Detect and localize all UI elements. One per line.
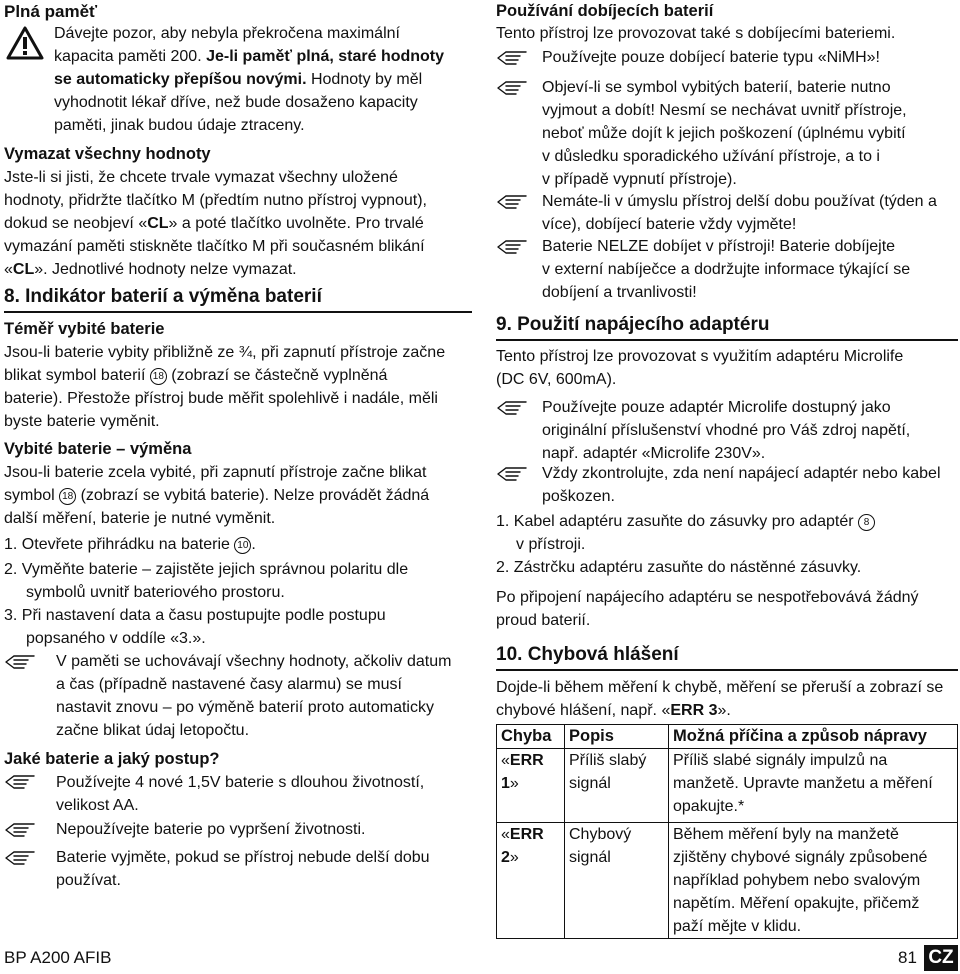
memory-note-line: začne blikat údaj letopočtu.: [56, 722, 250, 739]
error-description: Příliš slabý signál: [565, 749, 669, 823]
ref-18: 18: [150, 368, 167, 385]
error-table: [496, 724, 958, 939]
error-code: «ERR 1»: [497, 749, 565, 823]
ref-10: 10: [234, 537, 251, 554]
rechargeable-intro: Tento přístroj lze provozovat také s dobíjecími bateriemi.: [496, 25, 896, 42]
battery-tip-line: Baterie vyjměte, pokud se přístroj nebude delší dobu: [56, 849, 430, 866]
clear-all-line: Jste-li si jisti, že chcete trvale vymazat všechny uložené: [4, 169, 398, 186]
clear-all-line: dokud se neobjeví «CL» a poté tlačítko uvolněte. Pro trvalé: [4, 215, 424, 232]
rechargeable-tip-line: neboť může dojít k jejich poškození (úplnému vybití: [542, 125, 906, 142]
full-memory-line: Dávejte pozor, aby nebyla překročena maximální: [54, 25, 400, 42]
adapter-tip-line: poškozen.: [542, 488, 615, 505]
pointing-hand-icon: [4, 652, 40, 672]
battery-step-3-cont: popsaného v oddíle «3.».: [26, 630, 206, 647]
adapter-intro: (DC 6V, 600mA).: [496, 371, 617, 388]
adapter-step-2: 2. Zástrčku adaptéru zasuňte do nástěnné zásuvky.: [496, 559, 862, 576]
clear-all-line: vymazání paměti stiskněte tlačítko M při současném blikání: [4, 238, 425, 255]
adapter-after: Po připojení napájecího adaptéru se nespotřebovává žádný: [496, 589, 919, 606]
low-battery-line: blikat symbol baterií 18 (zobrazí se částečně vyplněná: [4, 367, 388, 384]
which-batteries-title: Jaké baterie a jaký postup?: [4, 750, 220, 768]
adapter-tip-line: Vždy zkontrolujte, zda není napájecí adaptér nebo kabel: [542, 465, 941, 482]
rechargeable-title: Používání dobíjecích baterií: [496, 2, 714, 20]
rechargeable-tip-line: vyjmout a dobít! Nesmí se nechávat uvnitř přístroje,: [542, 102, 907, 119]
battery-section-title: 8. Indikátor baterií a výměna baterií: [4, 286, 322, 307]
flat-battery-title: Vybité baterie – výměna: [4, 440, 192, 458]
memory-note-line: a čas (případně nastavené časy alarmu) se musí: [56, 676, 402, 693]
error-remedy: Během měření byly na manžetě zjištěny chybové signály způsobené například pohybem nebo svalovým napětím. Měření opakujte, přičemž paží mějte v klidu.: [669, 823, 958, 939]
column-header: Popis: [565, 725, 669, 749]
adapter-tip-line: Používejte pouze adaptér Microlife dostupný jako: [542, 399, 891, 416]
battery-tip-line: Používejte 4 nové 1,5V baterie s dlouhou životností,: [56, 774, 425, 791]
adapter-step-1: 1. Kabel adaptéru zasuňte do zásuvky pro adaptér 8: [496, 510, 875, 533]
rechargeable-tip-line: Objeví-li se symbol vybitých baterií, baterie nutno: [542, 79, 891, 96]
flat-battery-line: Jsou-li baterie zcela vybité, při zapnutí přístroje začne blikat: [4, 464, 427, 481]
table-row: [497, 823, 958, 939]
rechargeable-tip-line: dobíjení a trvanlivosti!: [542, 284, 697, 301]
errors-intro: Dojde-li během měření k chybě, měření se přeruší a zobrazí se: [496, 679, 944, 696]
section-rule: [4, 311, 472, 313]
full-memory-line: vyhodnotit lékař dříve, než bude dosaženo kapacity: [54, 94, 418, 111]
ref-8: 8: [858, 514, 875, 531]
error-code: «ERR 2»: [497, 823, 565, 939]
pointing-hand-icon: [496, 237, 532, 257]
error-remedy: Příliš slabé signály impulzů na manžetě. Upravte manžetu a měření opakujte.*: [669, 749, 958, 823]
battery-step-3: 3. Při nastavení data a času postupujte podle postupu: [4, 607, 386, 624]
errors-section-title: 10. Chybová hlášení: [496, 644, 679, 665]
low-battery-line: Jsou-li baterie vybity přibližně ze ¾, při zapnutí přístroje začne: [4, 344, 446, 361]
full-memory-title: Plná paměť: [4, 2, 98, 21]
clear-all-line: hodnoty, přidržte tlačítko M (předtím nutno přístroj vypnout),: [4, 192, 427, 209]
rechargeable-tip-line: v případě vypnutí přístroje).: [542, 171, 737, 188]
memory-note-line: nastavit znovu – po výměně baterií proto automaticky: [56, 699, 434, 716]
adapter-step-1-cont: v přístroji.: [516, 536, 586, 553]
pointing-hand-icon: [4, 772, 40, 792]
pointing-hand-icon: [4, 820, 40, 840]
rechargeable-tip-line: Nemáte-li v úmyslu přístroj delší dobu používat (týden a: [542, 193, 937, 210]
adapter-tip-line: např. adaptér «Microlife 230V».: [542, 445, 766, 462]
memory-note-line: V paměti se uchovávají všechny hodnoty, ačkoliv datum: [56, 653, 452, 670]
error-description: Chybový signál: [565, 823, 669, 939]
battery-step-2: 2. Vyměňte baterie – zajistěte jejich správnou polaritu dle: [4, 561, 409, 578]
adapter-after: proud baterií.: [496, 612, 591, 629]
table-row: [497, 749, 958, 823]
clear-all-line: «CL». Jednotlivé hodnoty nelze vymazat.: [4, 261, 297, 278]
pointing-hand-icon: [496, 78, 532, 98]
battery-tip-line: Nepoužívejte baterie po vypršení životnosti.: [56, 821, 366, 838]
rechargeable-tip-line: v důsledku sporadického užívání přístroje, a to i: [542, 148, 880, 165]
errors-intro: chybové hlášení, např. «ERR 3».: [496, 702, 731, 719]
warning-icon: [6, 26, 44, 60]
flat-battery-line: další měření, baterie je nutné vyměnit.: [4, 510, 276, 527]
low-battery-line: byste baterie vyměnit.: [4, 413, 160, 430]
low-battery-title: Téměř vybité baterie: [4, 320, 165, 338]
section-rule: [496, 339, 958, 341]
rechargeable-tip-line: Používejte pouze dobíjecí baterie typu «NiMH»!: [542, 49, 880, 66]
battery-tip-line: používat.: [56, 872, 121, 889]
adapter-intro: Tento přístroj lze provozovat s využitím adaptéru Microlife: [496, 348, 904, 365]
full-memory-line: se automaticky přepíšou novými. Hodnoty by měl: [54, 71, 423, 88]
ref-18: 18: [59, 488, 76, 505]
column-header: Možná příčina a způsob nápravy: [669, 725, 958, 749]
full-memory-line: kapacita paměti 200. Je-li paměť plná, staré hodnoty: [54, 48, 445, 65]
rechargeable-tip-line: více), dobíjecí baterie vždy vyjměte!: [542, 216, 797, 233]
low-battery-line: baterie). Přestože přístroj bude měřit spolehlivě i nadále, měli: [4, 390, 438, 407]
rechargeable-tip-line: v externí nabíječce a dodržujte informace týkající se: [542, 261, 911, 278]
error-table-header: [497, 725, 958, 749]
full-memory-line: paměti, jinak budou údaje ztraceny.: [54, 117, 305, 134]
pointing-hand-icon: [496, 398, 532, 418]
pointing-hand-icon: [496, 464, 532, 484]
battery-step-2-cont: symbolů uvnitř bateriového prostoru.: [26, 584, 285, 601]
clear-all-title: Vymazat všechny hodnoty: [4, 145, 211, 163]
pointing-hand-icon: [496, 48, 532, 68]
adapter-section-title: 9. Použití napájecího adaptéru: [496, 314, 770, 335]
rechargeable-tip-line: Baterie NELZE dobíjet v přístroji! Baterie dobíjejte: [542, 238, 896, 255]
footer-model: BP A200 AFIB: [4, 948, 112, 967]
footer-page-number: 81: [898, 948, 917, 967]
pointing-hand-icon: [496, 192, 532, 212]
column-header: Chyba: [497, 725, 565, 749]
battery-step-1: 1. Otevřete přihrádku na baterie 10 .: [4, 536, 256, 553]
battery-tip-line: velikost AA.: [56, 797, 139, 814]
pointing-hand-icon: [4, 848, 40, 868]
section-rule: [496, 669, 958, 671]
adapter-tip-line: originální příslušenství vhodné pro Váš zdroj napětí,: [542, 422, 911, 439]
flat-battery-line: symbol 18 (zobrazí se vybitá baterie). Nelze provádět žádná: [4, 487, 430, 504]
language-badge: CZ: [924, 945, 958, 971]
